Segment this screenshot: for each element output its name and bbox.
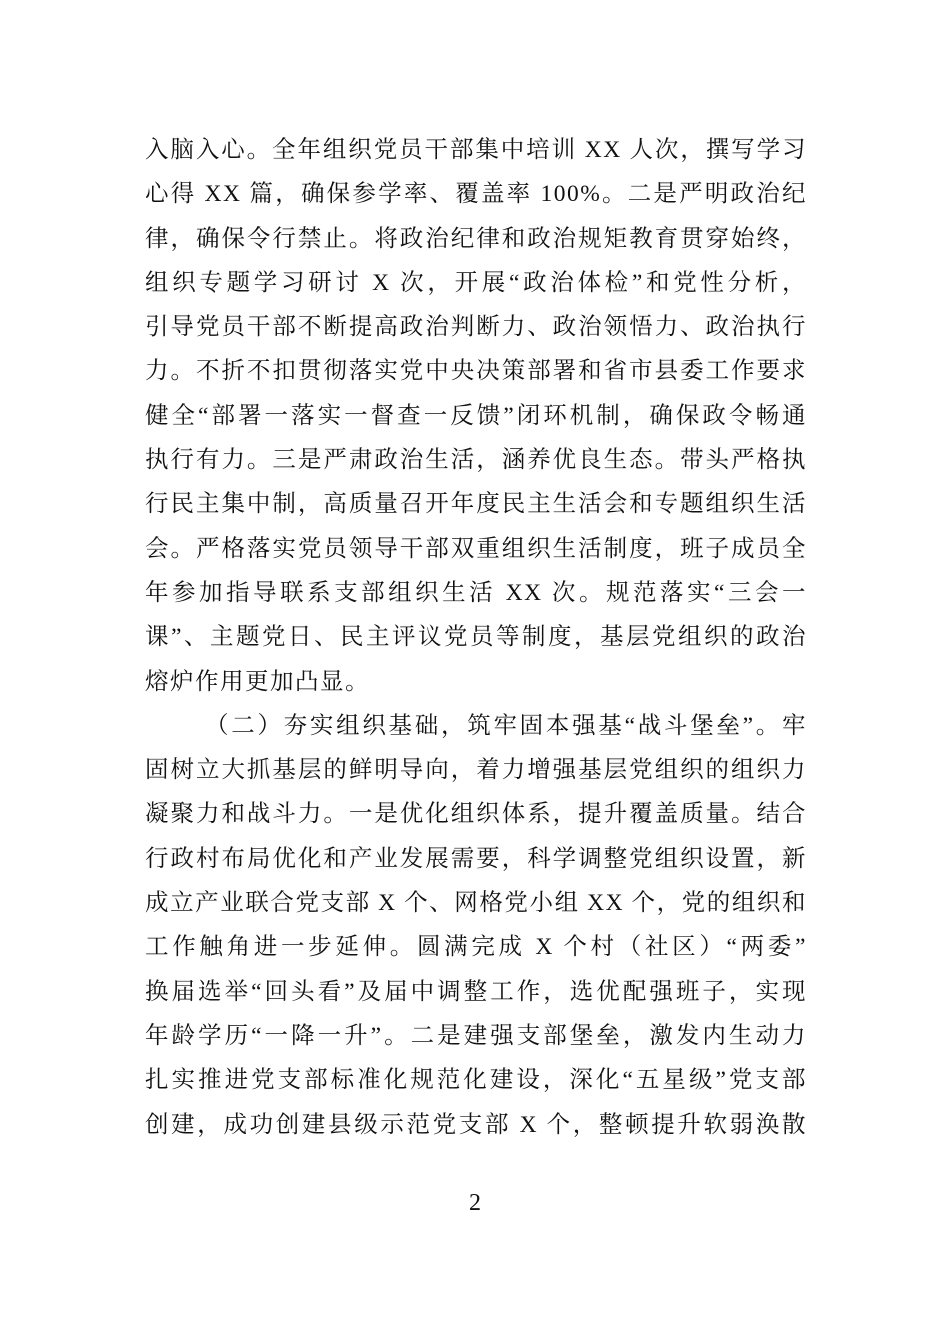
paragraph-1-line: 熔炉作用更加凸显。 xyxy=(145,668,370,695)
paragraph-2-line: 年龄学历“一降一升”。二是建强支部堡垒，激发内生动力 xyxy=(145,1022,807,1049)
paragraph-1-line: 会。严格落实党员领导干部双重组织生活制度，班子成员全 xyxy=(145,535,807,562)
paragraph-1-line: 引导党员干部不断提高政治判断力、政治领悟力、政治执行 xyxy=(145,314,807,341)
paragraph-1-line: 健全“部署一落实一督查一反馈”闭环机制，确保政令畅通 xyxy=(145,402,807,429)
page-number: 2 xyxy=(469,1190,481,1216)
paragraph-1-line: 执行有力。三是严肃政治生活，涵养优良生态。带头严格执 xyxy=(145,447,807,474)
paragraph-2-line: 成立产业联合党支部 X 个、网格党小组 XX 个，党的组织和 xyxy=(145,890,807,917)
paragraph-1-line: 律，确保令行禁止。将政治纪律和政治规矩教育贯穿始终， xyxy=(145,225,807,252)
paragraph-1-line: 力。不折不扣贯彻落实党中央决策部署和省市县委工作要求 xyxy=(145,358,807,385)
paragraph-1-line: 组织专题学习研讨 X 次，开展“政治体检”和党性分析， xyxy=(145,269,807,296)
paragraph-1-line: 行民主集中制，高质量召开年度民主生活会和专题组织生活 xyxy=(145,491,807,518)
paragraph-1-line: 心得 XX 篇，确保参学率、覆盖率 100%。二是严明政治纪 xyxy=(145,181,807,208)
body-text xyxy=(145,128,807,1147)
paragraph-2-line: （二）夯实组织基础，筑牢固本强基“战斗堡垒”。牢 xyxy=(205,712,807,739)
paragraph-2-line: 凝聚力和战斗力。一是优化组织体系，提升覆盖质量。结合 xyxy=(145,801,807,828)
paragraph-2-line: 创建，成功创建县级示范党支部 X 个，整顿提升软弱涣散 xyxy=(145,1111,807,1138)
paragraph-1-line: 年参加指导联系支部组织生活 XX 次。规范落实“三会一 xyxy=(145,579,807,606)
paragraph-2-line: 固树立大抓基层的鲜明导向，着力增强基层党组织的组织力 xyxy=(145,757,807,784)
paragraph-1-line: 课”、主题党日、民主评议党员等制度，基层党组织的政治 xyxy=(145,624,807,651)
paragraph-2-line: 工作触角进一步延伸。圆满完成 X 个村（社区）“两委” xyxy=(145,934,807,961)
paragraph-2-line: 换届选举“回头看”及届中调整工作，选优配强班子，实现 xyxy=(145,978,807,1005)
paragraph-1-line: 入脑入心。全年组织党员干部集中培训 XX 人次，撰写学习 xyxy=(145,137,807,163)
paragraph-2-line: 行政村布局优化和产业发展需要，科学调整党组织设置，新 xyxy=(145,845,807,872)
paragraph-2-line: 扎实推进党支部标准化规范化建设，深化“五星级”党支部 xyxy=(145,1067,807,1094)
